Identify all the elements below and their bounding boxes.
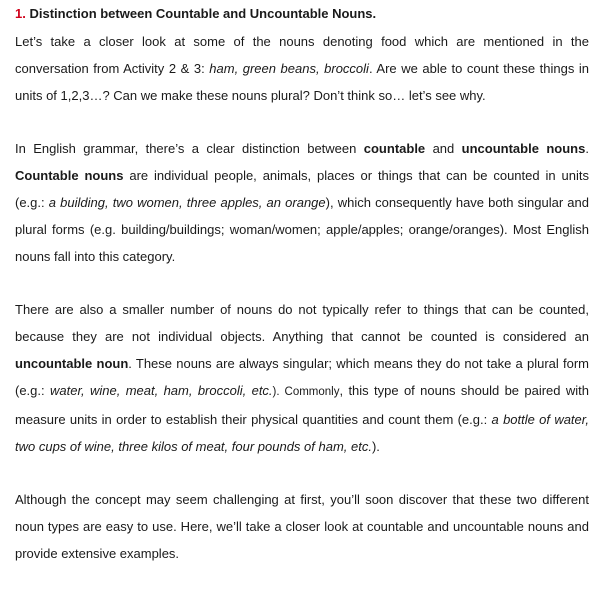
countable-examples: a building, two women, three apples, an orange <box>48 195 326 210</box>
section-title: Distinction between Countable and Uncountable Nouns. <box>29 6 377 21</box>
section-number: 1. <box>15 6 26 21</box>
paragraph-conclusion <box>15 486 589 567</box>
countable-text-4: are individual people, animals, places or things that can be counted in units (e.g.: <box>15 168 589 210</box>
intro-food-examples: ham, green beans, broccoli <box>209 61 369 76</box>
term-uncountable-noun: uncountable noun <box>15 356 129 371</box>
uncountable-text-3: ). <box>272 386 285 398</box>
uncountable-text-1: There are also a smaller number of nouns do not typically refer to things that can be counted, because they are not individual objects. Anything that cannot be counted is considered an <box>15 302 589 344</box>
countable-text-3: . <box>585 141 589 156</box>
countable-text-1: In English grammar, there’s a clear distinction between <box>15 141 364 156</box>
intro-text-2: . Are we able to count these things in units of 1,2,3…? Can we make these nouns plural? Don’t think so… let’s see why. <box>15 61 590 103</box>
section-heading <box>15 4 589 24</box>
measure-unit-examples: a bottle of water, two cups of wine, three kilos of meat, four pounds of ham, etc. <box>15 412 589 454</box>
uncountable-text-4: , this type of nouns should be paired with measure units in order to establish their physical quantities and count them (e.g.: <box>15 383 589 427</box>
paragraph-uncountable <box>15 296 589 460</box>
countable-text-5: ), which consequently have both singular and plural forms (e.g. building/buildings; woman/women; apple/apples; orange/oranges). Most English nouns fall into this category. <box>15 195 589 264</box>
term-uncountable-nouns: uncountable nouns <box>461 141 586 156</box>
paragraph-countable <box>15 135 589 270</box>
term-countable-nouns: Countable nouns <box>15 168 124 183</box>
term-countable: countable <box>363 141 426 156</box>
uncountable-examples: water, wine, meat, ham, broccoli, etc. <box>49 383 273 398</box>
intro-text-1: Let’s take a closer look at some of the nouns denoting food which are mentioned in the conversation from Activity 2 & 3: <box>15 34 589 76</box>
paragraph-intro <box>15 28 589 109</box>
uncountable-text-2: . These nouns are always singular; which means they do not take a plural form (e.g.: <box>15 356 589 398</box>
countable-text-2: and <box>425 141 462 156</box>
conclusion-text: Although the concept may seem challenging at first, you’ll soon discover that these two different noun types are easy to use. Here, we’ll take a closer look at countable and uncountable nouns and provide extensive examples. <box>15 492 589 561</box>
uncountable-commonly: Commonly <box>284 386 340 398</box>
uncountable-text-5: ). <box>371 439 380 454</box>
